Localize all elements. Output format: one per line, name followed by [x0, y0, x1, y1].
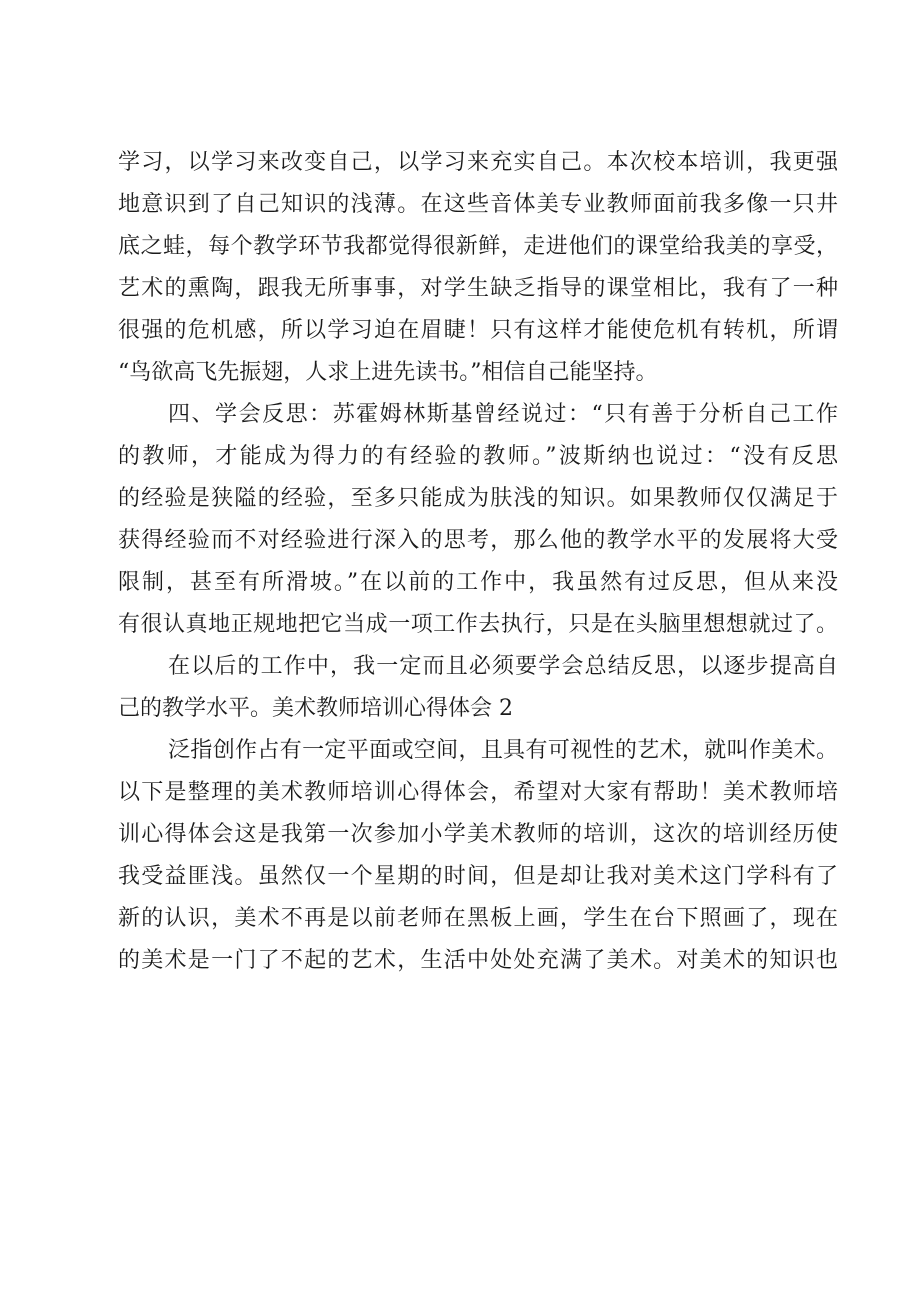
text-line: 的经验是狭隘的经验，至多只能成为肤浅的知识。如果教师仅仅满足于 [118, 486, 838, 511]
paragraph-start-line: 四、学会反思：苏霍姆林斯基曾经说过：“只有善于分析自己工作 [168, 402, 838, 427]
text-line: 限制，甚至有所滑坡。”在以前的工作中，我虽然有过反思，但从来没 [118, 570, 838, 595]
text-line: 底之蛙，每个教学环节我都觉得很新鲜，走进他们的课堂给我美的享受， [118, 234, 838, 259]
text-line: 的美术是一门了不起的艺术，生活中处处充满了美术。对美术的知识也 [118, 948, 838, 973]
text-line: 新的认识，美术不再是以前老师在黑板上画，学生在台下照画了，现在 [118, 906, 838, 931]
paragraph-start-line: 泛指创作占有一定平面或空间，且具有可视性的艺术，就叫作美术。 [168, 738, 838, 763]
section-heading-line: 己的教学水平。美术教师培训心得体会 2 [118, 696, 513, 721]
body-text [118, 142, 838, 982]
text-line: 艺术的熏陶，跟我无所事事，对学生缺乏指导的课堂相比，我有了一种 [118, 276, 838, 301]
text-line: 我受益匪浅。虽然仅一个星期的时间，但是却让我对美术这门学科有了 [118, 864, 838, 889]
text-line: 地意识到了自己知识的浅薄。在这些音体美专业教师面前我多像一只井 [118, 192, 838, 217]
text-line: 学习，以学习来改变自己，以学习来充实自己。本次校本培训，我更强 [118, 150, 838, 175]
text-line: 的教师，才能成为得力的有经验的教师。”波斯纳也说过：“没有反思 [118, 444, 838, 469]
text-line: 以下是整理的美术教师培训心得体会，希望对大家有帮助！美术教师培 [118, 780, 838, 805]
text-line: “鸟欲高飞先振翅，人求上进先读书。”相信自己能坚持。 [118, 360, 658, 385]
text-line: 训心得体会这是我第一次参加小学美术教师的培训，这次的培训经历使 [118, 822, 838, 847]
paragraph-start-line: 在以后的工作中，我一定而且必须要学会总结反思，以逐步提高自 [168, 654, 838, 679]
text-line: 很强的危机感，所以学习迫在眉睫！只有这样才能使危机有转机，所谓 [118, 318, 838, 343]
text-line: 有很认真地正规地把它当成一项工作去执行，只是在头脑里想想就过了。 [118, 612, 838, 637]
text-line: 获得经验而不对经验进行深入的思考，那么他的教学水平的发展将大受 [118, 528, 838, 553]
